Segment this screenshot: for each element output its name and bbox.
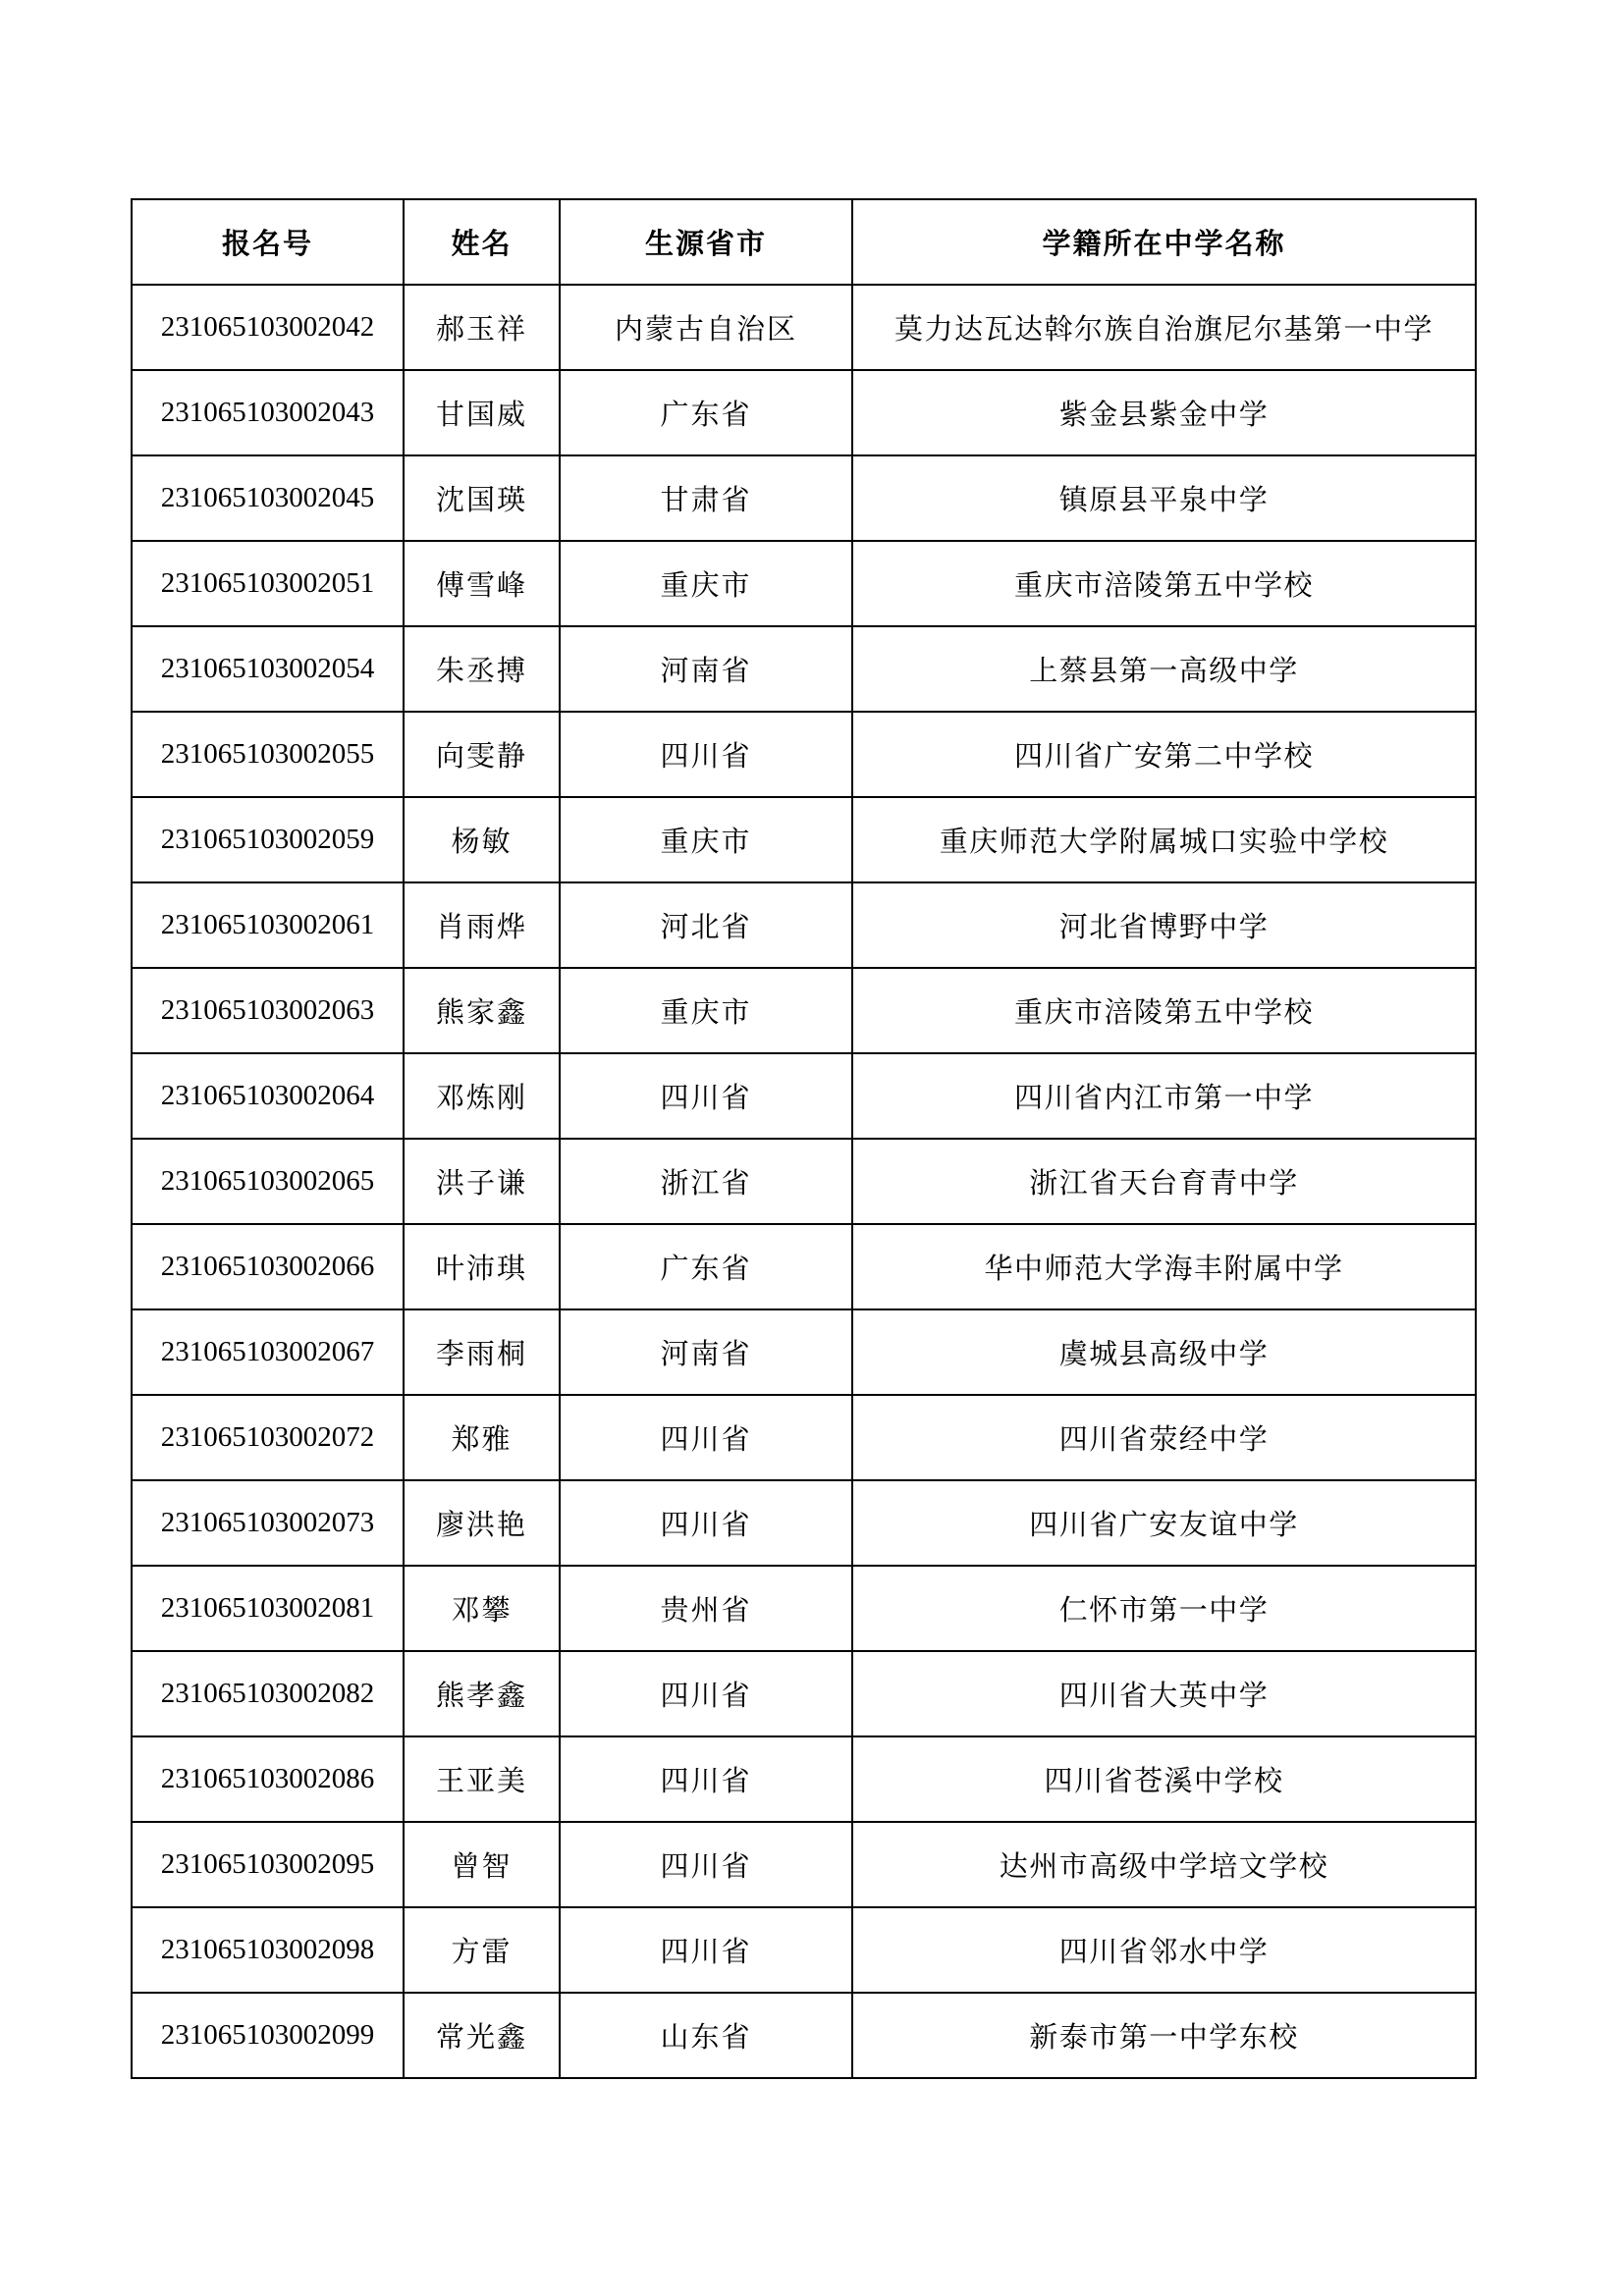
table-row bbox=[132, 1395, 1476, 1480]
cell-school-name: 上蔡县第一高级中学 bbox=[852, 626, 1476, 712]
cell-name: 邓炼刚 bbox=[404, 1053, 560, 1139]
cell-school-name: 仁怀市第一中学 bbox=[852, 1566, 1476, 1651]
cell-registration-number: 231065103002082 bbox=[132, 1651, 404, 1736]
cell-name: 沈国瑛 bbox=[404, 455, 560, 541]
cell-source-province: 四川省 bbox=[560, 1480, 852, 1566]
cell-name: 洪子谦 bbox=[404, 1139, 560, 1224]
cell-source-province: 重庆市 bbox=[560, 968, 852, 1053]
cell-registration-number: 231065103002063 bbox=[132, 968, 404, 1053]
cell-source-province: 河南省 bbox=[560, 1309, 852, 1395]
table-row bbox=[132, 797, 1476, 882]
cell-registration-number: 231065103002066 bbox=[132, 1224, 404, 1309]
cell-school-name: 河北省博野中学 bbox=[852, 882, 1476, 968]
cell-school-name: 虞城县高级中学 bbox=[852, 1309, 1476, 1395]
table-row bbox=[132, 1907, 1476, 1993]
cell-source-province: 四川省 bbox=[560, 1395, 852, 1480]
cell-name: 王亚美 bbox=[404, 1736, 560, 1822]
cell-name: 常光鑫 bbox=[404, 1993, 560, 2078]
table-header-row bbox=[132, 199, 1476, 285]
cell-school-name: 四川省内江市第一中学 bbox=[852, 1053, 1476, 1139]
cell-registration-number: 231065103002099 bbox=[132, 1993, 404, 2078]
cell-source-province: 四川省 bbox=[560, 1822, 852, 1907]
cell-name: 熊家鑫 bbox=[404, 968, 560, 1053]
cell-source-province: 浙江省 bbox=[560, 1139, 852, 1224]
cell-registration-number: 231065103002073 bbox=[132, 1480, 404, 1566]
cell-name: 叶沛琪 bbox=[404, 1224, 560, 1309]
cell-registration-number: 231065103002043 bbox=[132, 370, 404, 455]
table-row bbox=[132, 1566, 1476, 1651]
cell-source-province: 四川省 bbox=[560, 1053, 852, 1139]
cell-school-name: 四川省苍溪中学校 bbox=[852, 1736, 1476, 1822]
cell-school-name: 重庆师范大学附属城口实验中学校 bbox=[852, 797, 1476, 882]
cell-name: 郝玉祥 bbox=[404, 285, 560, 370]
table-row bbox=[132, 1993, 1476, 2078]
cell-school-name: 四川省广安第二中学校 bbox=[852, 712, 1476, 797]
cell-name: 邓攀 bbox=[404, 1566, 560, 1651]
cell-source-province: 广东省 bbox=[560, 1224, 852, 1309]
table-row bbox=[132, 626, 1476, 712]
cell-registration-number: 231065103002067 bbox=[132, 1309, 404, 1395]
cell-school-name: 新泰市第一中学东校 bbox=[852, 1993, 1476, 2078]
cell-school-name: 浙江省天台育青中学 bbox=[852, 1139, 1476, 1224]
cell-school-name: 镇原县平泉中学 bbox=[852, 455, 1476, 541]
cell-source-province: 四川省 bbox=[560, 712, 852, 797]
admission-list-table bbox=[131, 198, 1477, 2079]
cell-school-name: 重庆市涪陵第五中学校 bbox=[852, 968, 1476, 1053]
cell-source-province: 河南省 bbox=[560, 626, 852, 712]
cell-registration-number: 231065103002098 bbox=[132, 1907, 404, 1993]
cell-registration-number: 231065103002095 bbox=[132, 1822, 404, 1907]
cell-source-province: 四川省 bbox=[560, 1736, 852, 1822]
cell-source-province: 重庆市 bbox=[560, 797, 852, 882]
cell-school-name: 紫金县紫金中学 bbox=[852, 370, 1476, 455]
cell-source-province: 内蒙古自治区 bbox=[560, 285, 852, 370]
table-row bbox=[132, 1480, 1476, 1566]
header-name: 姓名 bbox=[404, 199, 560, 285]
cell-registration-number: 231065103002042 bbox=[132, 285, 404, 370]
cell-school-name: 莫力达瓦达斡尔族自治旗尼尔基第一中学 bbox=[852, 285, 1476, 370]
cell-registration-number: 231065103002045 bbox=[132, 455, 404, 541]
cell-source-province: 广东省 bbox=[560, 370, 852, 455]
table-row bbox=[132, 1139, 1476, 1224]
cell-source-province: 四川省 bbox=[560, 1651, 852, 1736]
cell-registration-number: 231065103002065 bbox=[132, 1139, 404, 1224]
cell-source-province: 甘肃省 bbox=[560, 455, 852, 541]
cell-source-province: 贵州省 bbox=[560, 1566, 852, 1651]
table-row bbox=[132, 541, 1476, 626]
cell-name: 向雯静 bbox=[404, 712, 560, 797]
cell-school-name: 四川省广安友谊中学 bbox=[852, 1480, 1476, 1566]
cell-registration-number: 231065103002072 bbox=[132, 1395, 404, 1480]
cell-registration-number: 231065103002081 bbox=[132, 1566, 404, 1651]
header-school-name: 学籍所在中学名称 bbox=[852, 199, 1476, 285]
table-row bbox=[132, 1224, 1476, 1309]
cell-name: 杨敏 bbox=[404, 797, 560, 882]
cell-registration-number: 231065103002055 bbox=[132, 712, 404, 797]
header-source-province: 生源省市 bbox=[560, 199, 852, 285]
cell-name: 廖洪艳 bbox=[404, 1480, 560, 1566]
cell-source-province: 河北省 bbox=[560, 882, 852, 968]
cell-source-province: 山东省 bbox=[560, 1993, 852, 2078]
cell-school-name: 四川省大英中学 bbox=[852, 1651, 1476, 1736]
cell-registration-number: 231065103002054 bbox=[132, 626, 404, 712]
cell-school-name: 华中师范大学海丰附属中学 bbox=[852, 1224, 1476, 1309]
cell-school-name: 四川省邻水中学 bbox=[852, 1907, 1476, 1993]
cell-registration-number: 231065103002061 bbox=[132, 882, 404, 968]
table-row bbox=[132, 285, 1476, 370]
table-body bbox=[132, 285, 1476, 2078]
table-row bbox=[132, 455, 1476, 541]
table-row bbox=[132, 1309, 1476, 1395]
table-row bbox=[132, 968, 1476, 1053]
table-row bbox=[132, 882, 1476, 968]
table-row bbox=[132, 712, 1476, 797]
cell-name: 郑雅 bbox=[404, 1395, 560, 1480]
cell-school-name: 四川省荥经中学 bbox=[852, 1395, 1476, 1480]
cell-name: 甘国威 bbox=[404, 370, 560, 455]
table-row bbox=[132, 1736, 1476, 1822]
cell-source-province: 四川省 bbox=[560, 1907, 852, 1993]
cell-name: 李雨桐 bbox=[404, 1309, 560, 1395]
cell-registration-number: 231065103002059 bbox=[132, 797, 404, 882]
cell-school-name: 达州市高级中学培文学校 bbox=[852, 1822, 1476, 1907]
cell-name: 熊孝鑫 bbox=[404, 1651, 560, 1736]
table-row bbox=[132, 1053, 1476, 1139]
table-row bbox=[132, 1651, 1476, 1736]
header-registration-number: 报名号 bbox=[132, 199, 404, 285]
cell-source-province: 重庆市 bbox=[560, 541, 852, 626]
table-row bbox=[132, 1822, 1476, 1907]
cell-school-name: 重庆市涪陵第五中学校 bbox=[852, 541, 1476, 626]
cell-name: 方雷 bbox=[404, 1907, 560, 1993]
table-row bbox=[132, 370, 1476, 455]
cell-registration-number: 231065103002064 bbox=[132, 1053, 404, 1139]
cell-name: 傅雪峰 bbox=[404, 541, 560, 626]
cell-name: 曾智 bbox=[404, 1822, 560, 1907]
cell-name: 肖雨烨 bbox=[404, 882, 560, 968]
cell-registration-number: 231065103002086 bbox=[132, 1736, 404, 1822]
cell-name: 朱丞搏 bbox=[404, 626, 560, 712]
cell-registration-number: 231065103002051 bbox=[132, 541, 404, 626]
